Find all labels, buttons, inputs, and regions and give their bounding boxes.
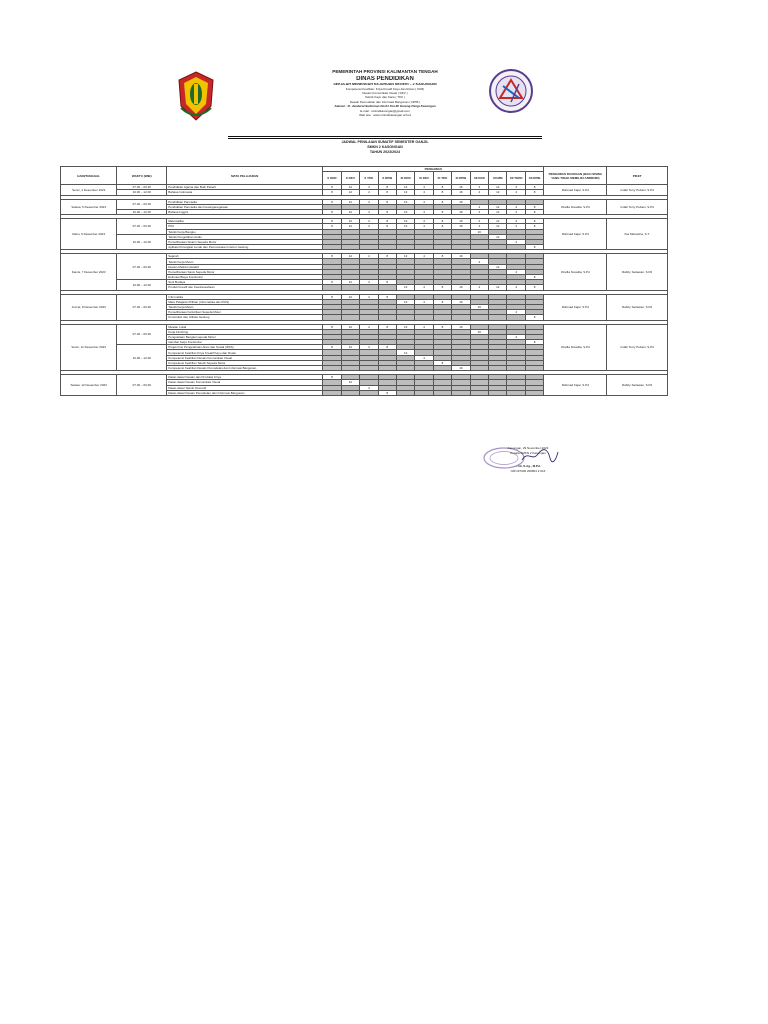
cell-pengawas: 8 [433, 324, 451, 329]
title-line-2: SMKN 2 KASONGAN [367, 144, 403, 149]
title-line-1: JADWAL PENILAIAN SUMATIF SEMESTER GANJIL [341, 140, 429, 144]
cell-pengawas: 4 [470, 285, 488, 290]
cell-pengawas: 4 [415, 324, 433, 329]
cell-pengawas: 4 [470, 219, 488, 224]
cell-pengawas: 8 [323, 199, 341, 204]
cell-pengawas: 4 [470, 185, 488, 190]
cell-pengawas: 8 [378, 324, 396, 329]
cell-pengawas: 13 [396, 350, 414, 355]
cell-pengawas: 12 [341, 254, 359, 259]
cell-pengawas-ruang: Rahmad Fajar, S.Pd [544, 185, 607, 195]
cell-mapel: Bahasa Indonesia [167, 190, 323, 195]
cell-mapel: Dasar-dasar Teknik Otomotif [167, 385, 323, 390]
cell-pengawas-ruang: Rahmad Fajar, S.Pd [544, 375, 607, 396]
cell-pengawas: 4 [470, 259, 488, 264]
cell-pengawas: 4 [470, 204, 488, 209]
cell-pengawas: 12 [341, 219, 359, 224]
cell-pengawas: 8 [525, 190, 544, 195]
program-1: Kompetensi Keahlian: Kriya Kreatif Kayu dan Rotan ( KKR) [345, 87, 425, 91]
cell-pengawas: 4 [360, 209, 378, 214]
cell-pengawas: 8 [378, 254, 396, 259]
cell-pengawas: 8 [525, 185, 544, 190]
cell-pengawas: 16 [452, 209, 470, 214]
cell-pengawas-ruang: Rahmad Fajar, S.Pd [544, 294, 607, 320]
header-kelas: XI DKV [415, 172, 433, 185]
cell-pengawas: 16 [452, 299, 470, 304]
cell-pengawas: 12 [489, 234, 507, 239]
cell-pengawas: 4 [360, 385, 378, 390]
cell-pengawas: 16 [452, 366, 470, 371]
cell-pengawas: 8 [525, 219, 544, 224]
cell-hari: Senin, 4 Desember 2023 [61, 185, 117, 195]
cell-mapel: Pengelolaan Bengkel sepeda Motor [167, 334, 323, 339]
cell-pengawas [489, 390, 507, 395]
cell-pengawas: 12 [341, 209, 359, 214]
cell-pengawas: 4 [360, 324, 378, 329]
cell-pengawas: 12 [341, 324, 359, 329]
cell-pengawas: 12 [341, 199, 359, 204]
header-hari: HARI/TANGGAL [61, 167, 117, 185]
cell-pengawas: 8 [378, 190, 396, 195]
cell-waktu: 07.30 – 09.30 [117, 185, 167, 190]
cell-pengawas: 16 [452, 254, 470, 259]
cell-pengawas: 8 [433, 185, 451, 190]
cell-pengawas: 8 [378, 345, 396, 350]
cell-mapel: Dasar-dasar Desain dan Produksi Kriya [167, 375, 323, 380]
header-kelas: X DPIB [378, 172, 396, 185]
cell-pengawas: 4 [507, 239, 525, 244]
cell-pengawas: 13 [396, 219, 414, 224]
signature-block [488, 446, 568, 473]
cell-pengawas: 4 [415, 355, 433, 360]
cell-pengawas: 8 [525, 340, 544, 345]
kalimantan-tengah-emblem [175, 70, 217, 122]
cell-pengawas: 4 [507, 209, 525, 214]
cell-pengawas: 12 [341, 294, 359, 299]
cell-waktu: 10.00 – 12.00 [117, 234, 167, 250]
cell-pengawas: 4 [415, 190, 433, 195]
cell-pengawas: 13 [396, 199, 414, 204]
letterhead [260, 70, 510, 117]
cell-pengawas: 8 [525, 204, 544, 209]
cell-mapel: Kompetensi Keahlian Teknik Sepeda Motor [167, 360, 323, 365]
cell-pengawas: 8 [433, 209, 451, 214]
cell-pengawas: 8 [378, 209, 396, 214]
cell-mapel: Dasar-dasar Desain Pemodelan dan Informasi Bangunan [167, 390, 323, 395]
cell-pengawas: 12 [489, 224, 507, 229]
cell-waktu: 10.00 – 12.00 [117, 190, 167, 195]
cell-piket: Rabby Setiawan, S.Pd [607, 294, 668, 320]
cell-pengawas [396, 390, 414, 395]
cell-waktu: 07.30 – 09.30 [117, 324, 167, 345]
school-name: SEKOLAH MENENGAH KEJURUAN NEGERI – 2 KASONGAN [333, 82, 437, 86]
cell-pengawas: 4 [415, 254, 433, 259]
cell-pengawas: 4 [415, 209, 433, 214]
cell-pengawas-ruang: Rahmad Fajar, S.Pd [544, 219, 607, 250]
cell-pengawas: 4 [507, 185, 525, 190]
cell-pengawas: 4 [360, 219, 378, 224]
cell-pengawas: 4 [507, 224, 525, 229]
sign-name: ...nti, S.Ag., M.Pd. [515, 464, 541, 468]
cell-pengawas-ruang: Okvilla Novalita, S.Pd [544, 254, 607, 290]
cell-pengawas: 4 [415, 299, 433, 304]
header-kelas: XI TKK [433, 172, 451, 185]
cell-pengawas: 4 [415, 199, 433, 204]
cell-pengawas [341, 390, 359, 395]
cell-pengawas: 12 [489, 190, 507, 195]
cell-pengawas: 8 [525, 209, 544, 214]
cell-pengawas: 4 [507, 219, 525, 224]
cell-mapel: Kompetensi Keahlian Desain Komunikasi Visual [167, 355, 323, 360]
cell-pengawas: 16 [452, 285, 470, 290]
cell-pengawas: 8 [433, 254, 451, 259]
cell-pengawas [507, 390, 525, 395]
email: E-mail : smkn2kasongan@gmail.com [360, 109, 410, 113]
cell-pengawas: 12 [341, 380, 359, 385]
cell-mapel: Aplikasi Perangkat Lunak dan Perencanaan Interior Gedung [167, 245, 323, 250]
cell-pengawas: 8 [378, 390, 396, 395]
cell-pengawas: 8 [323, 209, 341, 214]
cell-piket: Rabby Setiawan, S.Pd [607, 375, 668, 396]
header-kelas: XI KKR [396, 172, 414, 185]
cell-pengawas: 8 [433, 219, 451, 224]
cell-pengawas: 13 [396, 254, 414, 259]
cell-pengawas: 4 [470, 190, 488, 195]
cell-pengawas: 8 [525, 224, 544, 229]
cell-pengawas: 4 [507, 269, 525, 274]
header-kelas: X DKV [341, 172, 359, 185]
cell-pengawas: 8 [323, 219, 341, 224]
cell-pengawas: 8 [433, 199, 451, 204]
cell-pengawas: 4 [360, 185, 378, 190]
cell-piket: Ilsa Marselina, S.T. [607, 219, 668, 250]
cell-pengawas: 12 [341, 185, 359, 190]
cell-piket: Rabby Setiawan, S.Pd [607, 254, 668, 290]
header-piket: PIKET [607, 167, 668, 185]
program-3: Teknik Kayu dan Kaca ( TKK ) [365, 96, 405, 100]
cell-mapel: Kerja Finishing [167, 329, 323, 334]
cell-mapel: Matematika [167, 219, 323, 224]
cell-pengawas: 8 [525, 285, 544, 290]
cell-waktu: 07.30 – 09.30 [117, 254, 167, 280]
header-kelas: X TKK [360, 172, 378, 185]
cell-hari: Selasa, 5 Desember 2023 [61, 199, 117, 215]
sign-nip: NIP.197306 200801 2 016 [510, 468, 546, 473]
cell-pengawas: 16 [452, 219, 470, 224]
cell-pengawas: 8 [323, 345, 341, 350]
cell-pengawas: 13 [396, 299, 414, 304]
cell-pengawas: 8 [378, 224, 396, 229]
cell-waktu: 07.30 – 09.30 [117, 219, 167, 235]
cell-pengawas: 8 [323, 254, 341, 259]
cell-pengawas: 8 [378, 294, 396, 299]
cell-pengawas: 12 [489, 204, 507, 209]
cell-mapel: Gambar Kerja Konstruksi [167, 340, 323, 345]
cell-pengawas: 13 [396, 209, 414, 214]
cell-mapel: Desain Media Interaktif [167, 264, 323, 269]
cell-pengawas: 4 [415, 285, 433, 290]
program-4: Desain Pemodelan dan Informasi Bangunan ( DPIB ) [349, 100, 421, 104]
cell-pengawas: 4 [507, 204, 525, 209]
cell-waktu: 10.00 – 12.00 [117, 209, 167, 214]
cell-pengawas: 4 [360, 254, 378, 259]
cell-hari: Senin, 11 Desember 2023 [61, 324, 117, 371]
cell-pengawas: 8 [323, 224, 341, 229]
cell-pengawas: 13 [396, 190, 414, 195]
gov-name: PEMERINTAH PROVINSI KALIMANTAN TENGAH [332, 70, 438, 74]
cell-pengawas: 8 [323, 324, 341, 329]
cell-mapel: Teknik Kerja Mesin [167, 259, 323, 264]
cell-pengawas: 4 [470, 209, 488, 214]
cell-pengawas-ruang: Okvilla Novalita, S.Pd [544, 199, 607, 215]
cell-pengawas: 16 [470, 329, 488, 334]
cell-pengawas: 12 [489, 185, 507, 190]
cell-pengawas: 4 [470, 224, 488, 229]
header-kelas: X KKR [323, 172, 341, 185]
sign-place-date: Kasongan, 29 November 2023 [507, 446, 549, 450]
cell-pengawas: 4 [360, 294, 378, 299]
cell-mapel: Estimasi Biaya Konstruksi [167, 275, 323, 280]
cell-pengawas: 8 [525, 315, 544, 320]
cell-pengawas: 16 [452, 199, 470, 204]
cell-mapel: Sejarah [167, 254, 323, 259]
header-pengawas: PENGAWAS [323, 167, 544, 172]
cell-pengawas: 4 [360, 224, 378, 229]
cell-pengawas: 8 [433, 190, 451, 195]
cell-mapel: Pendidikan Pancasila [167, 199, 323, 204]
cell-pengawas [525, 390, 544, 395]
header-kelas: XI DPIB [452, 172, 470, 185]
cell-pengawas: 12 [341, 345, 359, 350]
cell-pengawas: 8 [378, 199, 396, 204]
cell-pengawas: 13 [396, 324, 414, 329]
cell-pengawas: 12 [489, 219, 507, 224]
cell-pengawas: 8 [323, 294, 341, 299]
header-kelas: XII MM [489, 172, 507, 185]
cell-waktu: 07.30 – 09.30 [117, 375, 167, 396]
cell-pengawas: 16 [470, 229, 488, 234]
cell-pengawas: 13 [396, 285, 414, 290]
cell-pengawas: 13 [396, 224, 414, 229]
cell-pengawas: 12 [489, 285, 507, 290]
cell-pengawas: 8 [323, 185, 341, 190]
cell-mapel: Konstruksi dan Utilitas Gedung [167, 315, 323, 320]
title-line-3: TAHUN 2023/2024 [369, 149, 401, 154]
cell-pengawas: 8 [525, 245, 544, 250]
cell-waktu: 07.30 – 09.30 [117, 199, 167, 209]
cell-pengawas: 12 [489, 264, 507, 269]
cell-mapel: Seni Budaya [167, 280, 323, 285]
document-title [260, 140, 510, 155]
cell-pengawas [360, 390, 378, 395]
cell-piket: Indah Terry Pebani, S.Pd [607, 324, 668, 371]
program-2: Desain Komunikasi Visual ( DKV ) [362, 91, 408, 95]
cell-pengawas [452, 390, 470, 395]
cell-pengawas: 13 [396, 185, 414, 190]
cell-waktu: 07.30 – 09.30 [117, 294, 167, 320]
cell-pengawas: 4 [507, 190, 525, 195]
cell-pengawas: 16 [452, 185, 470, 190]
cell-pengawas: 8 [378, 280, 396, 285]
cell-mapel: Projek Ilmu Pengetahuan Alam dan Sosial (IPAS) [167, 345, 323, 350]
office-name: DINAS PENDIDIKAN [356, 75, 414, 82]
cell-hari: Kamis, 7 Desember 2023 [61, 254, 117, 290]
cell-pengawas: 4 [360, 190, 378, 195]
cell-mapel: Dasar-dasar Desain Komunikasi Visual [167, 380, 323, 385]
cell-mapel: Pemeliharaan Sasis Sepeda Motor [167, 269, 323, 274]
cell-pengawas: 16 [452, 324, 470, 329]
cell-mapel: Pendidikan Agama dan Budi Pekerti [167, 185, 323, 190]
header-waktu: WAKTU (WIB) [117, 167, 167, 185]
cell-pengawas: 8 [323, 280, 341, 285]
header-mapel: MATA PELAJARAN [167, 167, 323, 185]
cell-mapel: Teknik Kerja Bangku [167, 229, 323, 234]
cell-pengawas [433, 390, 451, 395]
cell-mapel: Mata Pelajaran Pilihan (Informatika dan IPAS) [167, 299, 323, 304]
cell-mapel: Kompetensi Keahlian Desain Pemodelan dan Informasi Bangunan [167, 366, 323, 371]
cell-pengawas: 12 [341, 280, 359, 285]
cell-pengawas: 8 [433, 299, 451, 304]
cell-pengawas [323, 390, 341, 395]
cell-pengawas: 4 [415, 185, 433, 190]
cell-mapel: Produk Kreatif dan Kewirausahaan [167, 285, 323, 290]
cell-pengawas: 8 [525, 275, 544, 280]
cell-pengawas: 8 [433, 285, 451, 290]
cell-mapel: Pemeliharaan Kelistrikan Sepeda Motor [167, 310, 323, 315]
cell-pengawas: 4 [507, 310, 525, 315]
cell-mapel: PKK [167, 224, 323, 229]
exam-schedule-table [60, 166, 668, 396]
sign-role: Kepala SMKN 2 Kasongan [510, 450, 546, 455]
cell-mapel: Teknik Pengolahan Audio [167, 234, 323, 239]
cell-mapel: Pemeliharaan Sistem Sepeda Motor [167, 239, 323, 244]
cell-piket: Indah Terry Pebani, S.Pd [607, 199, 668, 215]
cell-pengawas: 4 [415, 224, 433, 229]
cell-waktu: 10.00 – 12.00 [117, 345, 167, 371]
cell-mapel: Pendidikan Pancasila dan Kewarganegaraan [167, 204, 323, 209]
cell-hari: Selasa, 12 Desember 2023 [61, 375, 117, 396]
cell-waktu: 10.00 – 12.00 [117, 280, 167, 290]
cell-pengawas: 8 [323, 190, 341, 195]
cell-pengawas: 8 [378, 219, 396, 224]
cell-pengawas: 16 [470, 304, 488, 309]
cell-hari: Rabu, 6 Desember 2023 [61, 219, 117, 250]
cell-pengawas: 4 [360, 345, 378, 350]
cell-mapel: Kompetensi Keahlian Kriya Kreatif Kayu dan Rotan [167, 350, 323, 355]
cell-pengawas: 8 [433, 360, 451, 365]
address: Alamat : Jl. Jenderal Sudirman No.61 Km.60 Kereng Pangi Kasongan [334, 105, 436, 109]
cell-pengawas [470, 390, 488, 395]
cell-pengawas: 4 [507, 285, 525, 290]
cell-pengawas: 12 [489, 209, 507, 214]
cell-mapel: Teknik Kerja Mesin [167, 304, 323, 309]
cell-mapel: Bahasa Inggris [167, 209, 323, 214]
cell-pengawas: 8 [433, 224, 451, 229]
cell-pengawas [415, 390, 433, 395]
cell-pengawas-ruang: Okvilla Novalita, S.Pd [544, 324, 607, 371]
cell-pengawas: 4 [360, 280, 378, 285]
header-kelas: XII KKR [470, 172, 488, 185]
website: Web site : www.smkn2kasongan.sch.id [359, 114, 411, 118]
header-pengawas-ruang: PENGAWAS RUANGAN (BAGI SISWA YANG TIDAK MEMILIKI ANDROID) [544, 167, 607, 185]
cell-pengawas: 16 [452, 224, 470, 229]
cell-pengawas: 4 [507, 334, 525, 339]
cell-pengawas: 16 [452, 190, 470, 195]
cell-mapel: Muatan Lokal [167, 324, 323, 329]
header-kelas: XII DPIB [525, 172, 544, 185]
cell-pengawas: 8 [323, 375, 341, 380]
letterhead-rule [228, 136, 542, 139]
cell-mapel: Informatika [167, 294, 323, 299]
cell-pengawas: 12 [341, 224, 359, 229]
cell-pengawas: 8 [378, 185, 396, 190]
cell-pengawas: 4 [360, 199, 378, 204]
cell-hari: Jum'at, 8 Desember 2023 [61, 294, 117, 320]
cell-piket: Indah Terry Pebani, S.Pd [607, 185, 668, 195]
cell-pengawas: 12 [341, 190, 359, 195]
cell-pengawas: 4 [415, 219, 433, 224]
header-kelas: XII TKKR [507, 172, 525, 185]
